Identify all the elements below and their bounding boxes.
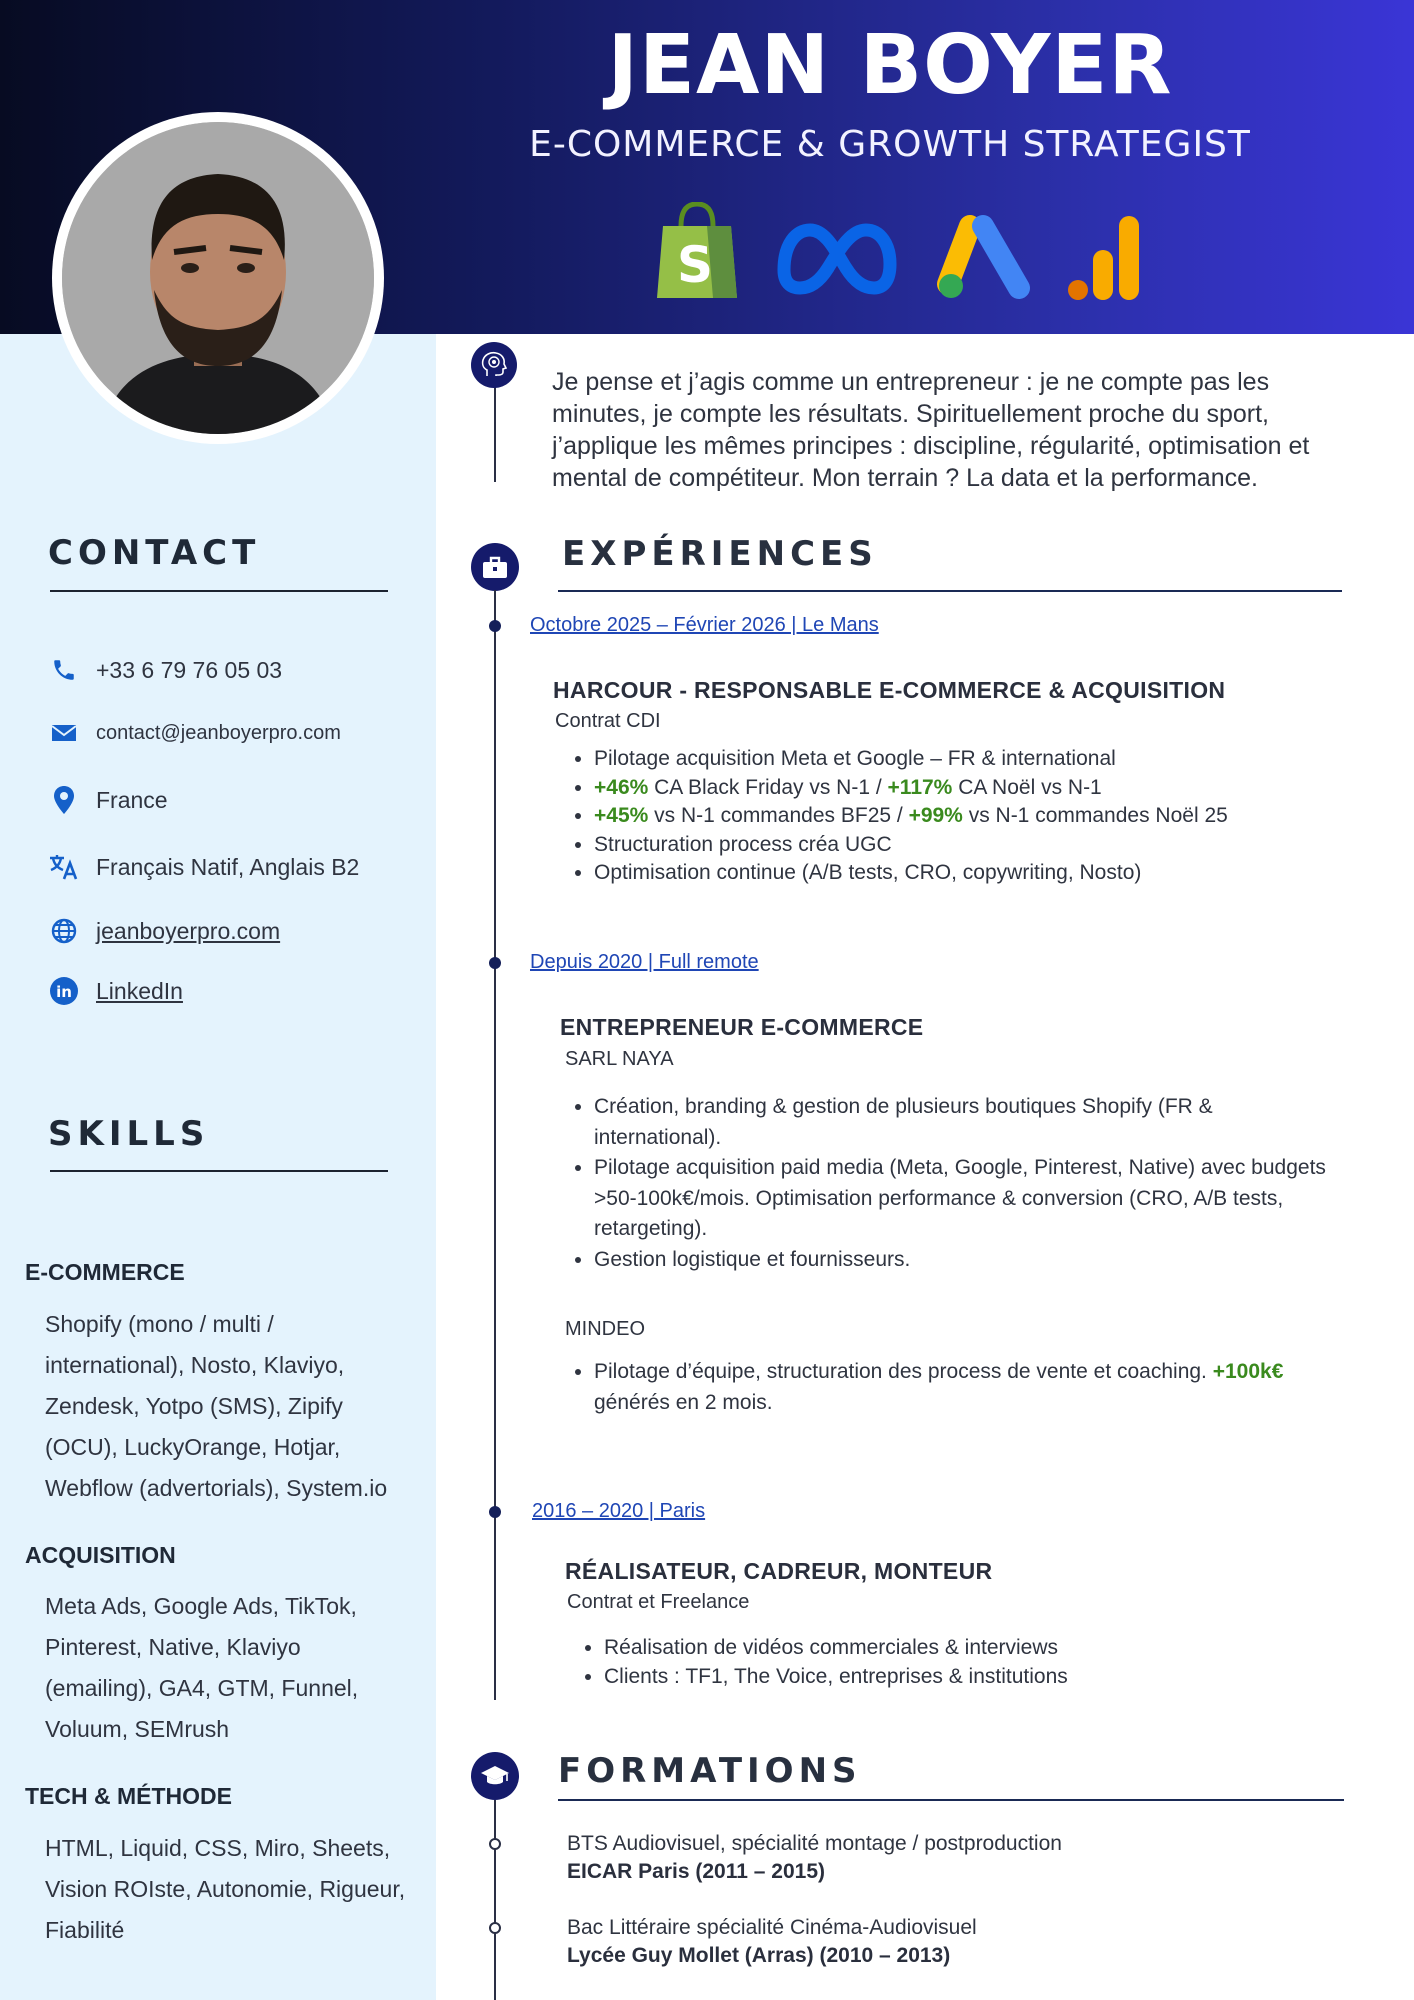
google-analytics-logo-icon	[1065, 212, 1145, 304]
list-item: • Pilotage acquisition paid media (Meta, Google, Pinterest, Native) avec budgets >50-100k€/mois. Optimisation performance & conversion (CRO, A/B tests, retargeting).	[594, 1153, 1334, 1245]
candidate-title: E-COMMERCE & GROWTH STRATEGIST	[529, 124, 1251, 165]
svg-text:in: in	[56, 983, 72, 1001]
languages: Français Natif, Anglais B2	[96, 853, 360, 880]
translate-icon	[48, 851, 80, 883]
tool-logos	[650, 200, 1150, 305]
job3-date-link[interactable]: 2016 – 2020 | Paris	[532, 1500, 706, 1522]
skill-list-tech: HTML, Liquid, CSS, Miro, Sheets, Vision ROIste, Autonomie, Rigueur, Fiabilité	[45, 1835, 406, 1943]
linkedin-link[interactable]: LinkedIn	[96, 977, 183, 1004]
email-address: contact@jeanboyerpro.com	[96, 721, 341, 744]
contact-email[interactable]	[48, 713, 341, 753]
timeline-dot	[489, 620, 501, 632]
list-item: • +45% vs N-1 commandes BF25 / +99% vs N-1 commandes Noël 25	[594, 802, 1354, 831]
contact-languages	[48, 847, 359, 887]
skill-list-acquisition: Meta Ads, Google Ads, TikTok, Pinterest, Native, Klaviyo (emailing), GA4, GTM, Funnel, Voluum, SEMrush	[45, 1593, 359, 1742]
contact-location	[48, 780, 168, 820]
formations-timeline-line	[494, 1800, 496, 2000]
contact-linkedin[interactable]	[48, 971, 183, 1011]
job3-bullets	[576, 1633, 1344, 1691]
contact-heading: CONTACT	[48, 533, 261, 573]
timeline-dot	[489, 1506, 501, 1518]
graduation-cap-icon	[471, 1752, 519, 1800]
mindset-icon	[471, 342, 517, 388]
shopify-logo-icon	[655, 202, 739, 300]
skill-list-ecommerce: Shopify (mono / multi / international), Nosto, Klaviyo, Zendesk, Yotpo (SMS), Zipify (OCU), LuckyOrange, Hotjar, Webflow (advertorials), System.io	[45, 1311, 388, 1501]
location: France	[96, 786, 168, 813]
phone-number: +33 6 79 76 05 03	[96, 656, 283, 683]
skills-divider	[50, 1170, 388, 1172]
experience-timeline-line	[494, 590, 496, 1700]
sidebar	[0, 334, 436, 2000]
skill-category-tech: TECH & MÉTHODE	[25, 1783, 232, 1809]
profile-photo	[52, 112, 384, 444]
job1-contract: Contrat CDI	[555, 710, 661, 732]
job3-contract: Contrat et Freelance	[567, 1591, 750, 1613]
location-pin-icon	[48, 784, 80, 816]
formation1-school: EICAR Paris (2011 – 2015)	[567, 1860, 825, 1883]
formations-heading: FORMATIONS	[558, 1751, 862, 1791]
phone-icon	[48, 654, 80, 686]
list-item: • Structuration process créa UGC	[594, 831, 1354, 860]
job1-bullets	[566, 745, 1354, 888]
globe-icon	[48, 915, 80, 947]
briefcase-icon	[471, 543, 519, 591]
job2-company-mindeo: MINDEO	[565, 1318, 645, 1340]
contact-divider	[50, 590, 388, 592]
list-item: • Pilotage d’équipe, structuration des process de vente et coaching. +100k€ générés en 2 mois.	[594, 1357, 1334, 1418]
timeline-dot	[489, 1922, 501, 1934]
list-item: • Gestion logistique et fournisseurs.	[594, 1245, 1334, 1276]
formation1-title: BTS Audiovisuel, spécialité montage / postproduction	[567, 1832, 1062, 1855]
job2-title: ENTREPRENEUR E-COMMERCE	[560, 1014, 924, 1040]
skills-heading: SKILLS	[48, 1114, 210, 1154]
list-item: • +46% CA Black Friday vs N-1 / +117% CA Noël vs N-1	[594, 774, 1354, 803]
google-ads-logo-icon	[935, 214, 1035, 304]
contact-phone[interactable]	[48, 650, 282, 690]
formations-divider	[558, 1799, 1344, 1801]
job2-bullets	[566, 1092, 1334, 1275]
job1-date-link[interactable]: Octobre 2025 – Février 2026 | Le Mans	[530, 614, 879, 636]
experiences-divider	[558, 590, 1342, 592]
list-item: • Création, branding & gestion de plusieurs boutiques Shopify (FR & international).	[594, 1092, 1334, 1153]
timeline-dot	[489, 957, 501, 969]
formation2-title: Bac Littéraire spécialité Cinéma-Audiovisuel	[567, 1916, 977, 1939]
meta-logo-icon	[774, 218, 898, 298]
job2-date-link[interactable]: Depuis 2020 | Full remote	[530, 951, 759, 973]
intro-paragraph: Je pense et j’agis comme un entrepreneur : je ne compte pas les minutes, je compte les résultats. Spirituellement proche du sport, j’applique les mêmes principes : discipline, régularité, optimisation et mental de compétiteur. Mon terrain ? La data et la performance.	[552, 368, 1310, 492]
list-item: • Pilotage acquisition Meta et Google – FR & international	[594, 745, 1354, 774]
job3-title: RÉALISATEUR, CADREUR, MONTEUR	[565, 1558, 993, 1584]
website-link[interactable]: jeanboyerpro.com	[96, 917, 281, 944]
list-item: • Réalisation de vidéos commerciales & interviews	[604, 1633, 1344, 1662]
list-item: • Optimisation continue (A/B tests, CRO, copywriting, Nosto)	[594, 859, 1354, 888]
contact-website[interactable]	[48, 911, 280, 951]
job2-mindeo-bullets	[566, 1357, 1334, 1418]
candidate-name: JEAN BOYER	[607, 18, 1173, 113]
linkedin-icon	[48, 975, 80, 1007]
list-item: • Clients : TF1, The Voice, entreprises & institutions	[604, 1662, 1344, 1691]
skill-category-acquisition: ACQUISITION	[25, 1542, 176, 1568]
job1-title: HARCOUR - RESPONSABLE E-COMMERCE & ACQUISITION	[553, 677, 1226, 703]
timeline-dot	[489, 1838, 501, 1850]
svg-text:S: S	[676, 236, 714, 294]
skill-category-ecommerce: E-COMMERCE	[25, 1259, 185, 1285]
job2-company-naya: SARL NAYA	[565, 1048, 674, 1070]
mail-icon	[48, 717, 80, 749]
formation2-school: Lycée Guy Mollet (Arras) (2010 – 2013)	[567, 1944, 951, 1967]
experiences-heading: EXPÉRIENCES	[562, 534, 878, 574]
